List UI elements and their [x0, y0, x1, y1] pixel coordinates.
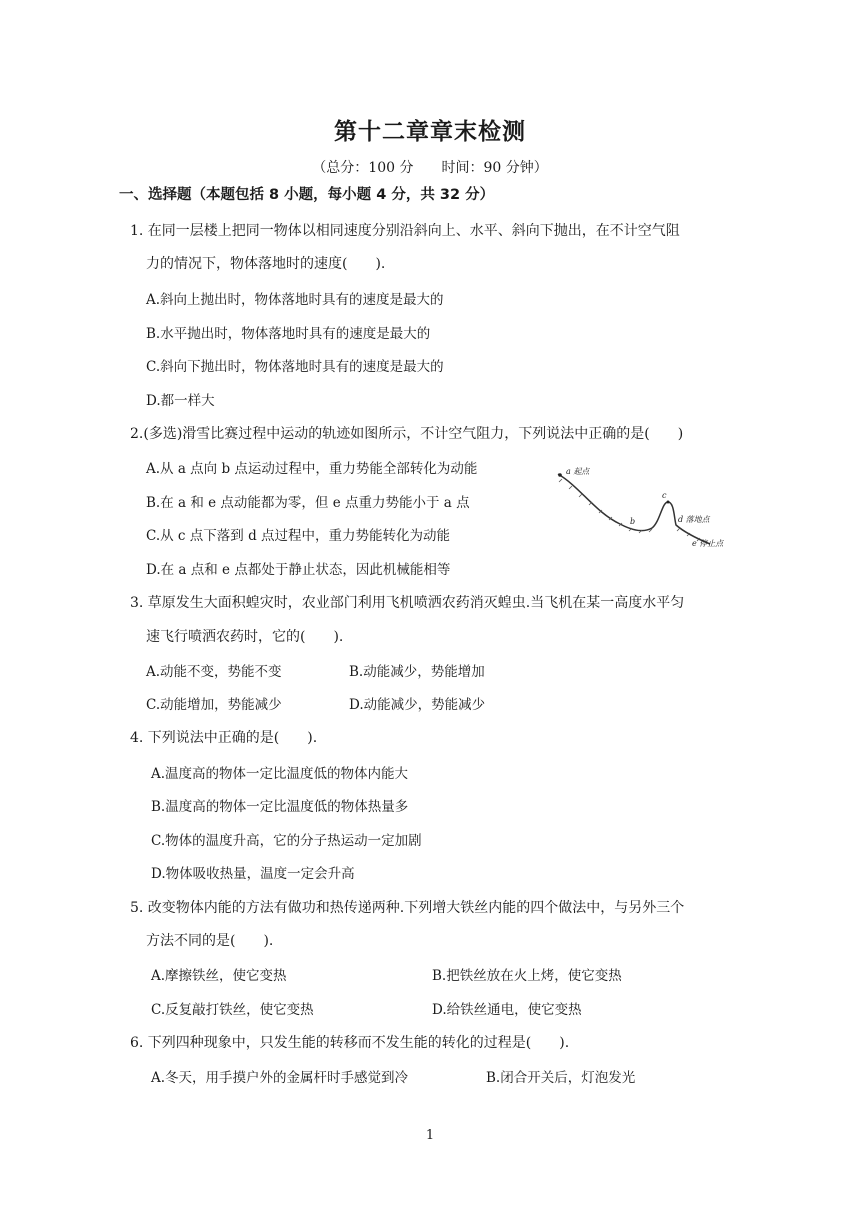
time-limit: 时间：90 分钟）	[441, 160, 548, 176]
question-3-option-c: C.动能增加，势能减少	[146, 697, 282, 713]
question-5-stem-line-1: 5. 改变物体内能的方法有做功和热传递两种.下列增大铁丝内能的四个做法中，与另外三个	[130, 900, 685, 916]
question-6-option-b: B.闭合开关后，灯泡发光	[486, 1070, 636, 1086]
exam-info	[0, 157, 860, 177]
label-c: c	[662, 491, 667, 500]
page-number: 1	[425, 1128, 435, 1143]
question-5-option-b: B.把铁丝放在火上烤，使它变热	[432, 968, 622, 984]
total-score: （总分：100 分	[312, 160, 414, 176]
question-1-stem-line-2: 力的情况下，物体落地时的速度( ).	[146, 256, 386, 272]
question-2-option-b: B.在 a 和 e 点动能都为零，但 e 点重力势能小于 a 点	[146, 495, 470, 511]
question-6-option-a: A.冬天，用手摸户外的金属杆时手感觉到冷	[151, 1070, 409, 1086]
question-2-option-c: C.从 c 点下落到 d 点过程中，重力势能转化为动能	[146, 528, 451, 544]
question-5-stem-line-2: 方法不同的是( ).	[146, 933, 274, 949]
page-title: 第十二章章末检测	[334, 119, 526, 145]
question-1-option-b: B.水平抛出时，物体落地时具有的速度是最大的	[146, 326, 431, 342]
question-3-stem-line-2: 速飞行喷洒农药时，它的( ).	[146, 629, 344, 645]
point-a-marker	[558, 473, 562, 477]
question-2-option-a: A.从 a 点向 b 点运动过程中，重力势能全部转化为动能	[146, 461, 478, 477]
question-3-stem-line-1: 3. 草原发生大面积蝗灾时，农业部门利用飞机喷洒农药消灭蝗虫.当飞机在某一高度水平匀	[130, 595, 685, 611]
trajectory-ground-hatching	[559, 479, 700, 541]
trajectory-curve	[558, 474, 710, 544]
question-2-option-d: D.在 a 点和 e 点都处于静止状态，因此机械能相等	[146, 562, 451, 578]
question-1-option-d: D.都一样大	[146, 393, 215, 409]
ski-trajectory-figure	[550, 462, 730, 552]
question-4-option-d: D.物体吸收热量，温度一定会升高	[151, 866, 355, 882]
question-1-option-a: A.斜向上抛出时，物体落地时具有的速度是最大的	[146, 292, 444, 308]
label-d-landing: d 落地点	[678, 515, 710, 524]
point-c-marker	[667, 501, 670, 504]
question-1-stem-line-1: 1. 在同一层楼上把同一物体以相同速度分别沿斜向上、水平、斜向下抛出，在不计空气阻	[130, 223, 680, 239]
label-b: b	[630, 517, 636, 526]
question-3-option-d: D.动能减少，势能减少	[349, 697, 486, 713]
label-e-stop: e 停止点	[692, 539, 724, 548]
question-6-stem: 6. 下列四种现象中，只发生能的转移而不发生能的转化的过程是( ).	[130, 1035, 570, 1051]
question-3-option-b: B.动能减少，势能增加	[349, 664, 485, 680]
question-4-option-a: A.温度高的物体一定比温度低的物体内能大	[151, 766, 409, 782]
question-1-option-c: C.斜向下抛出时，物体落地时具有的速度是最大的	[146, 359, 444, 375]
label-a-start: a 起点	[566, 467, 590, 476]
question-2-stem: 2.(多选)滑雪比赛过程中运动的轨迹如图所示，不计空气阻力，下列说法中正确的是( )	[130, 426, 684, 442]
question-4-option-b: B.温度高的物体一定比温度低的物体热量多	[151, 799, 409, 815]
section-heading: 一、选择题（本题包括 8 小题，每小题 4 分，共 32 分）	[119, 187, 495, 203]
question-3-option-a: A.动能不变，势能不变	[146, 664, 282, 680]
question-4-stem: 4. 下列说法中正确的是( ).	[130, 730, 318, 746]
question-5-option-c: C.反复敲打铁丝，使它变热	[151, 1002, 314, 1018]
question-4-option-c: C.物体的温度升高，它的分子热运动一定加剧	[151, 833, 422, 849]
question-5-option-d: D.给铁丝通电，使它变热	[432, 1002, 582, 1018]
question-5-option-a: A.摩擦铁丝，使它变热	[151, 968, 287, 984]
